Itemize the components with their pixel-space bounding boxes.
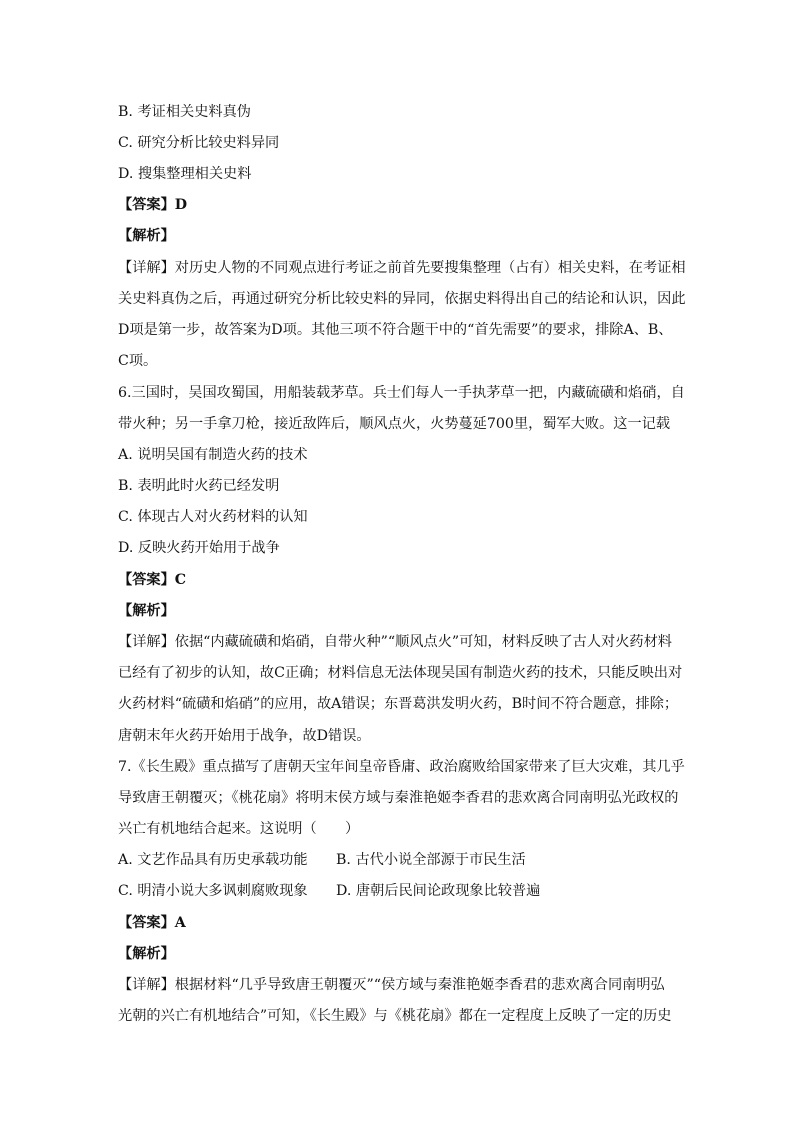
q7-detail-line: 光朝的兴亡有机地结合”可知，《长生殿》与《桃花扇》都在一定程度上反映了一定的历史 — [118, 1008, 672, 1024]
q6-stem-line: 6.三国时，吴国攻蜀国，用船装载茅草。兵士们每人一手执茅草一把，内藏硫磺和焰硝，自 — [118, 385, 685, 401]
q6-stem-line: 带火种；另一手拿刀枪，接近敌阵后，顺风点火，火势蔓延700里，蜀军大败。这一记载 — [118, 416, 671, 432]
q6-detail-line: 火药材料“硫磺和焰硝”的应用，故A错误；东晋葛洪发明火药，B时间不符合题意，排除； — [118, 696, 679, 712]
q7-option-c: C. 明清小说大多讽刺腐败现象 — [118, 883, 308, 899]
q7-stem-line: 兴亡有机地结合起来。这说明（ ） — [118, 821, 360, 837]
q5-option-d: D. 搜集整理相关史料 — [118, 166, 252, 182]
q7-answer: 【答案】A — [118, 915, 186, 931]
q6-answer: 【答案】C — [118, 572, 187, 588]
q6-option-b: B. 表明此时火药已经发明 — [118, 478, 280, 494]
q6-option-d: D. 反映火药开始用于战争 — [118, 540, 280, 556]
q7-options-row-2 — [118, 881, 541, 901]
q7-option-a: A. 文艺作品具有历史承载功能 — [118, 852, 308, 868]
q6-detail-line: 已经有了初步的认知，故C正确；材料信息无法体现吴国有制造火药的技术，只能反映出对 — [118, 665, 683, 681]
q5-analysis-label: 【解析】 — [118, 228, 175, 244]
q6-option-c: C. 体现古人对火药材料的认知 — [118, 509, 308, 525]
q5-detail-line: D项是第一步，故答案为D项。其他三项不符合题干中的“首先需要”的要求，排除A、B、 — [118, 322, 673, 338]
q5-detail-line: 【详解】对历史人物的不同观点进行考证之前首先要搜集整理（占有）相关史料，在考证相 — [118, 260, 686, 276]
q6-option-a: A. 说明吴国有制造火药的技术 — [118, 447, 308, 463]
q7-option-d: D. 唐朝后民间论政现象比较普遍 — [336, 883, 541, 899]
q6-detail-line: 唐朝末年火药开始用于战争，故D错误。 — [118, 728, 371, 744]
q7-option-b: B. 古代小说全部源于市民生活 — [336, 852, 526, 868]
q7-stem-line: 导致唐王朝覆灭；《桃花扇》将明末侯方域与秦淮艳姬李香君的悲欢离合同南明弘光政权的 — [118, 790, 679, 806]
q5-detail-line: C项。 — [118, 353, 158, 369]
q5-detail-line: 关史料真伪之后，再通过研究分析比较史料的异同，依据史料得出自己的结论和认识，因此 — [118, 291, 686, 307]
q6-detail-line: 【详解】依据“内藏硫磺和焰硝，自带火种”“顺风点火”可知，材料反映了古人对火药材料 — [118, 634, 672, 650]
q5-answer: 【答案】D — [118, 197, 188, 213]
q7-detail-line: 【详解】根据材料“几乎导致唐王朝覆灭”“侯方域与秦淮艳姬李香君的悲欢离合同南明弘 — [118, 977, 665, 993]
q7-options-row-1 — [118, 850, 526, 870]
q5-option-b: B. 考证相关史料真伪 — [118, 104, 251, 120]
q7-stem-line: 7.《长生殿》重点描写了唐朝天宝年间皇帝昏庸、政治腐败给国家带来了巨大灾难，其几乎 — [118, 759, 685, 775]
q5-option-c: C. 研究分析比较史料异同 — [118, 135, 280, 151]
q6-analysis-label: 【解析】 — [118, 603, 175, 619]
q7-analysis-label: 【解析】 — [118, 946, 175, 962]
